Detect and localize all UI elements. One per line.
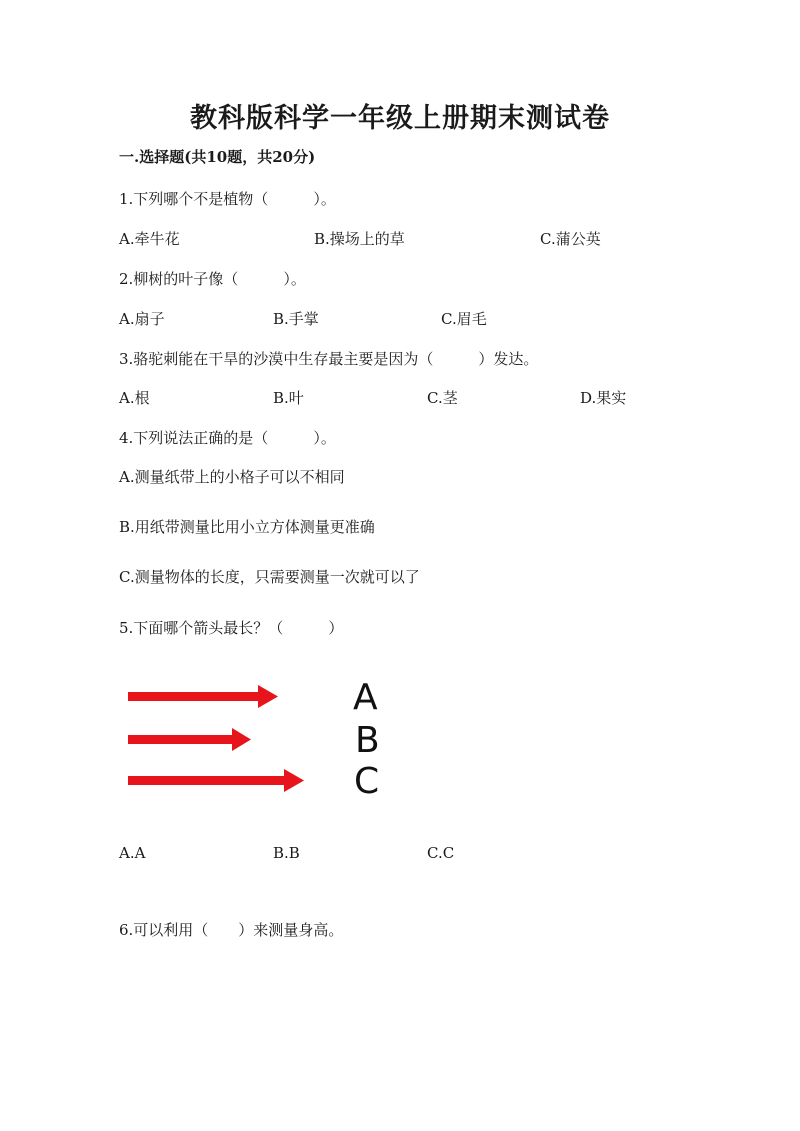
arrows-figure	[122, 675, 412, 815]
question-6: 6.可以利用（ ）来测量身高。	[119, 921, 344, 939]
q2-option-b: B.手掌	[273, 310, 319, 328]
q1-option-c: C.蒲公英	[540, 230, 601, 248]
q1-option-b: B.操场上的草	[314, 230, 405, 248]
page-title: 教科版科学一年级上册期末测试卷	[190, 103, 610, 134]
section-heading: 一.选择题(共10题，共20分)	[119, 148, 316, 166]
label-c: C	[354, 761, 380, 802]
arrow-c-head	[284, 769, 304, 792]
q5-option-c: C.C	[427, 844, 455, 862]
question-1: 1.下列哪个不是植物（ ）。	[119, 190, 336, 208]
arrow-a	[128, 685, 278, 708]
q4-option-c: C.测量物体的长度，只需要测量一次就可以了	[119, 568, 420, 586]
q1-option-a: A.牵牛花	[119, 230, 180, 248]
question-3: 3.骆驼刺能在干旱的沙漠中生存最主要是因为（ ）发达。	[119, 350, 539, 368]
q3-option-d: D.果实	[580, 389, 627, 407]
arrow-a-shaft	[128, 692, 260, 701]
question-5: 5.下面哪个箭头最长？（ ）	[119, 619, 344, 637]
question-4: 4.下列说法正确的是（ ）。	[119, 429, 336, 447]
label-a: A	[353, 677, 378, 718]
q3-option-b: B.叶	[273, 389, 304, 407]
q5-option-b: B.B	[273, 844, 300, 862]
q4-option-b: B.用纸带测量比用小立方体测量更准确	[119, 518, 375, 536]
q2-option-c: C.眉毛	[441, 310, 487, 328]
q2-option-a: A.扇子	[119, 310, 165, 328]
q3-option-a: A.根	[119, 389, 150, 407]
arrow-a-head	[258, 685, 278, 708]
arrow-b-shaft	[128, 735, 234, 744]
q3-option-c: C.茎	[427, 389, 458, 407]
q5-option-a: A.A	[119, 844, 146, 862]
label-b: B	[355, 720, 380, 761]
arrow-b	[128, 728, 251, 751]
arrow-c-shaft	[128, 776, 286, 785]
arrow-c	[128, 769, 304, 792]
arrow-b-head	[232, 728, 251, 751]
question-2: 2.柳树的叶子像（ ）。	[119, 270, 306, 288]
q4-option-a: A.测量纸带上的小格子可以不相同	[119, 468, 345, 486]
